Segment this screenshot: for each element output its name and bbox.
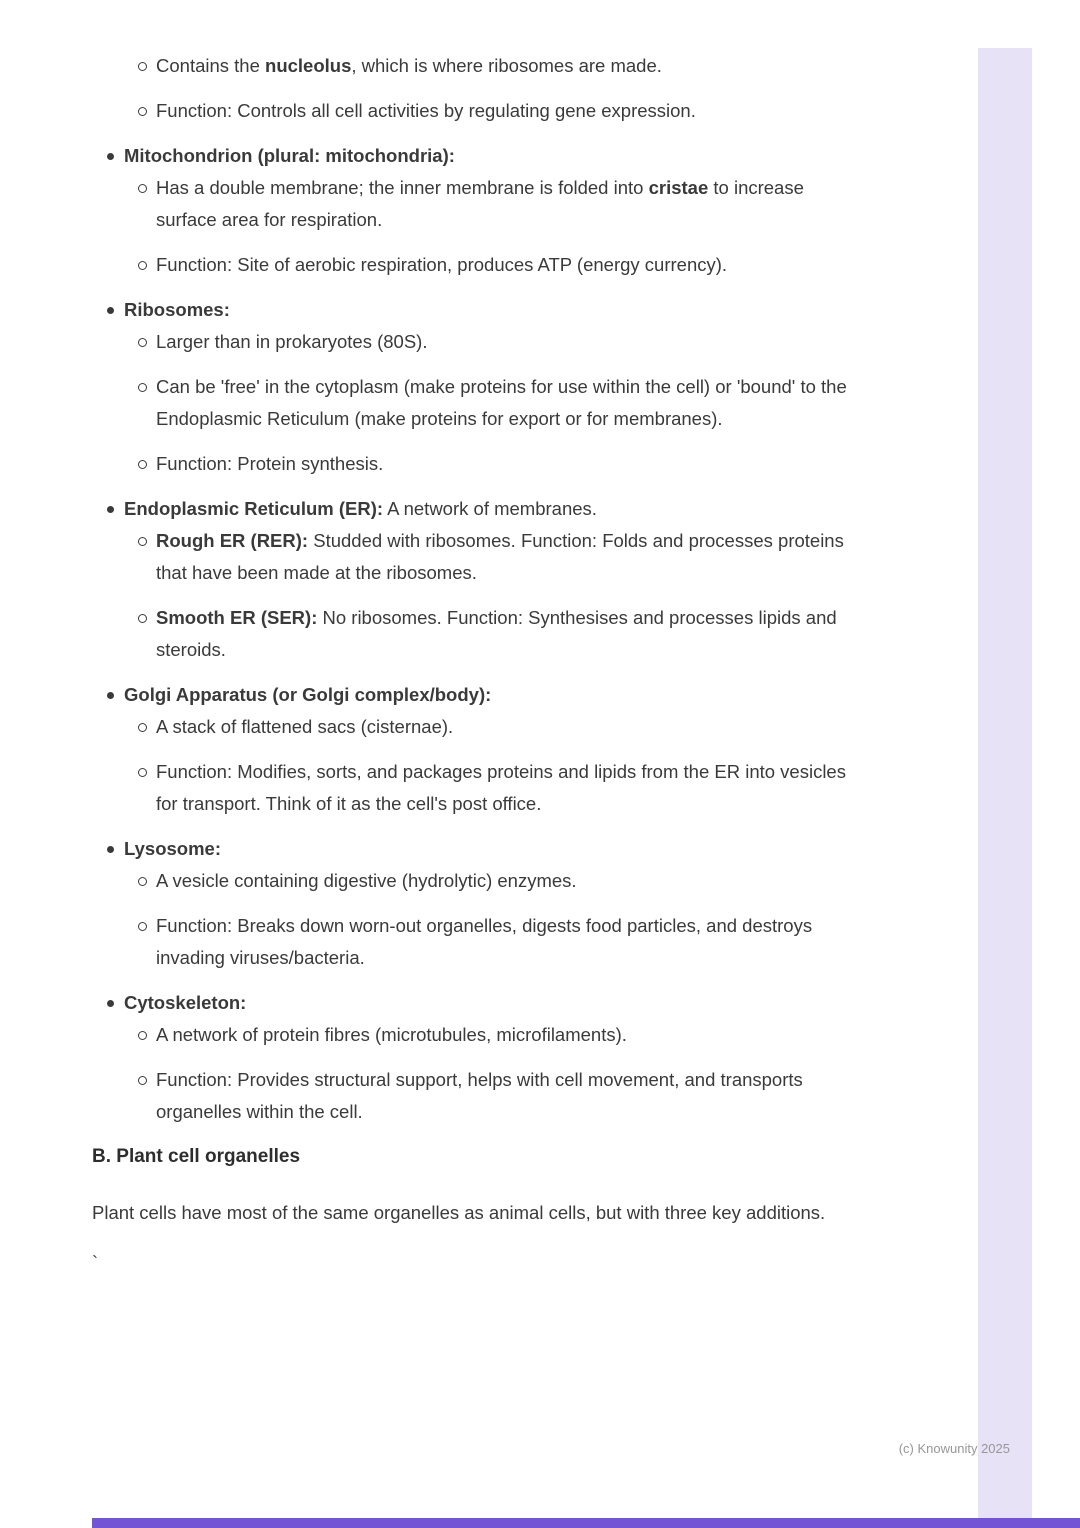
bullet-text: Smooth ER (SER): No ribosomes. Function: Synthesises and processes lipids and steroids. <box>156 607 837 660</box>
organelle-outline <box>92 50 874 1128</box>
sub-bullet-item <box>92 756 874 820</box>
sub-bullet-item <box>92 448 874 480</box>
bullet-text: Ribosomes: <box>124 299 230 320</box>
open-bullet-icon <box>138 723 147 732</box>
bullet-text: A stack of flattened sacs (cisternae). <box>156 716 454 737</box>
bullet-text: Function: Controls all cell activities by regulating gene expression. <box>156 100 696 121</box>
outline-group <box>92 50 874 127</box>
bullet-item <box>92 140 874 172</box>
bullet-item <box>92 493 874 525</box>
open-bullet-icon <box>138 62 147 71</box>
copyright-footer: (c) Knowunity 2025 <box>898 1441 1010 1456</box>
sub-bullet-item <box>92 172 874 236</box>
open-bullet-icon <box>138 107 147 116</box>
bullet-text: A network of protein fibres (microtubules, microfilaments). <box>156 1024 627 1045</box>
filled-bullet-icon <box>107 1000 114 1007</box>
open-bullet-icon <box>138 922 147 931</box>
open-bullet-icon <box>138 338 147 347</box>
filled-bullet-icon <box>107 846 114 853</box>
open-bullet-icon <box>138 460 147 469</box>
bullet-text: Has a double membrane; the inner membrane is folded into cristae to increase surface area for respiration. <box>156 177 804 230</box>
sub-bullet-item <box>92 865 874 897</box>
outline-group <box>92 294 874 480</box>
bullet-text: Golgi Apparatus (or Golgi complex/body): <box>124 684 492 705</box>
sub-bullet-item <box>92 249 874 281</box>
bullet-text: Lysosome: <box>124 838 221 859</box>
sub-bullet-item <box>92 525 874 589</box>
next-page-edge <box>92 1518 1080 1528</box>
sub-bullet-item <box>92 326 874 358</box>
section-heading: B. Plant cell organelles <box>92 1146 301 1167</box>
bullet-text: Function: Modifies, sorts, and packages proteins and lipids from the ER into vesicles for transport. Think of it as the cell's post office. <box>156 761 846 814</box>
bullet-item <box>92 833 874 865</box>
sub-bullet-item <box>92 1064 874 1128</box>
outline-group <box>92 987 874 1128</box>
open-bullet-icon <box>138 877 147 886</box>
bullet-text: Cytoskeleton: <box>124 992 247 1013</box>
sub-bullet-item <box>92 910 874 974</box>
notes-content <box>92 50 874 1279</box>
bullet-text: Function: Site of aerobic respiration, produces ATP (energy currency). <box>156 254 728 275</box>
sub-bullet-item <box>92 95 874 127</box>
bullet-text: A vesicle containing digestive (hydrolytic) enzymes. <box>156 870 577 891</box>
open-bullet-icon <box>138 383 147 392</box>
sub-bullet-item <box>92 371 874 435</box>
filled-bullet-icon <box>107 692 114 699</box>
sub-bullet-item <box>92 602 874 666</box>
bullet-text: Endoplasmic Reticulum (ER): A network of membranes. <box>124 498 597 519</box>
bullet-text: Function: Provides structural support, helps with cell movement, and transports organelles within the cell. <box>156 1069 803 1122</box>
bullet-text: Function: Protein synthesis. <box>156 453 384 474</box>
bullet-text: Can be 'free' in the cytoplasm (make proteins for use within the cell) or 'bound' to the Endoplasmic Reticulum (make proteins for export or for membranes). <box>156 376 847 429</box>
stray-backtick: ` <box>92 1252 99 1273</box>
intro-paragraph: Plant cells have most of the same organelles as animal cells, but with three key additions. <box>92 1202 826 1223</box>
bullet-text: Larger than in prokaryotes (80S). <box>156 331 428 352</box>
sub-bullet-item <box>92 50 874 82</box>
bullet-item <box>92 294 874 326</box>
bullet-item <box>92 679 874 711</box>
filled-bullet-icon <box>107 506 114 513</box>
filled-bullet-icon <box>107 307 114 314</box>
open-bullet-icon <box>138 1076 147 1085</box>
open-bullet-icon <box>138 1031 147 1040</box>
bullet-text: Function: Breaks down worn-out organelles, digests food particles, and destroys invading viruses/bacteria. <box>156 915 813 968</box>
open-bullet-icon <box>138 537 147 546</box>
bullet-text: Contains the nucleolus, which is where ribosomes are made. <box>156 55 662 76</box>
right-margin-strip <box>978 48 1032 1518</box>
filled-bullet-icon <box>107 153 114 160</box>
bullet-text: Mitochondrion (plural: mitochondria): <box>124 145 455 166</box>
outline-group <box>92 493 874 666</box>
open-bullet-icon <box>138 614 147 623</box>
bullet-text: Rough ER (RER): Studded with ribosomes. Function: Folds and processes proteins that have been made at the ribosomes. <box>156 530 844 583</box>
bullet-item <box>92 987 874 1019</box>
open-bullet-icon <box>138 261 147 270</box>
sub-bullet-item <box>92 711 874 743</box>
outline-group <box>92 140 874 281</box>
outline-group <box>92 679 874 820</box>
open-bullet-icon <box>138 184 147 193</box>
sub-bullet-item <box>92 1019 874 1051</box>
open-bullet-icon <box>138 768 147 777</box>
outline-group <box>92 833 874 974</box>
